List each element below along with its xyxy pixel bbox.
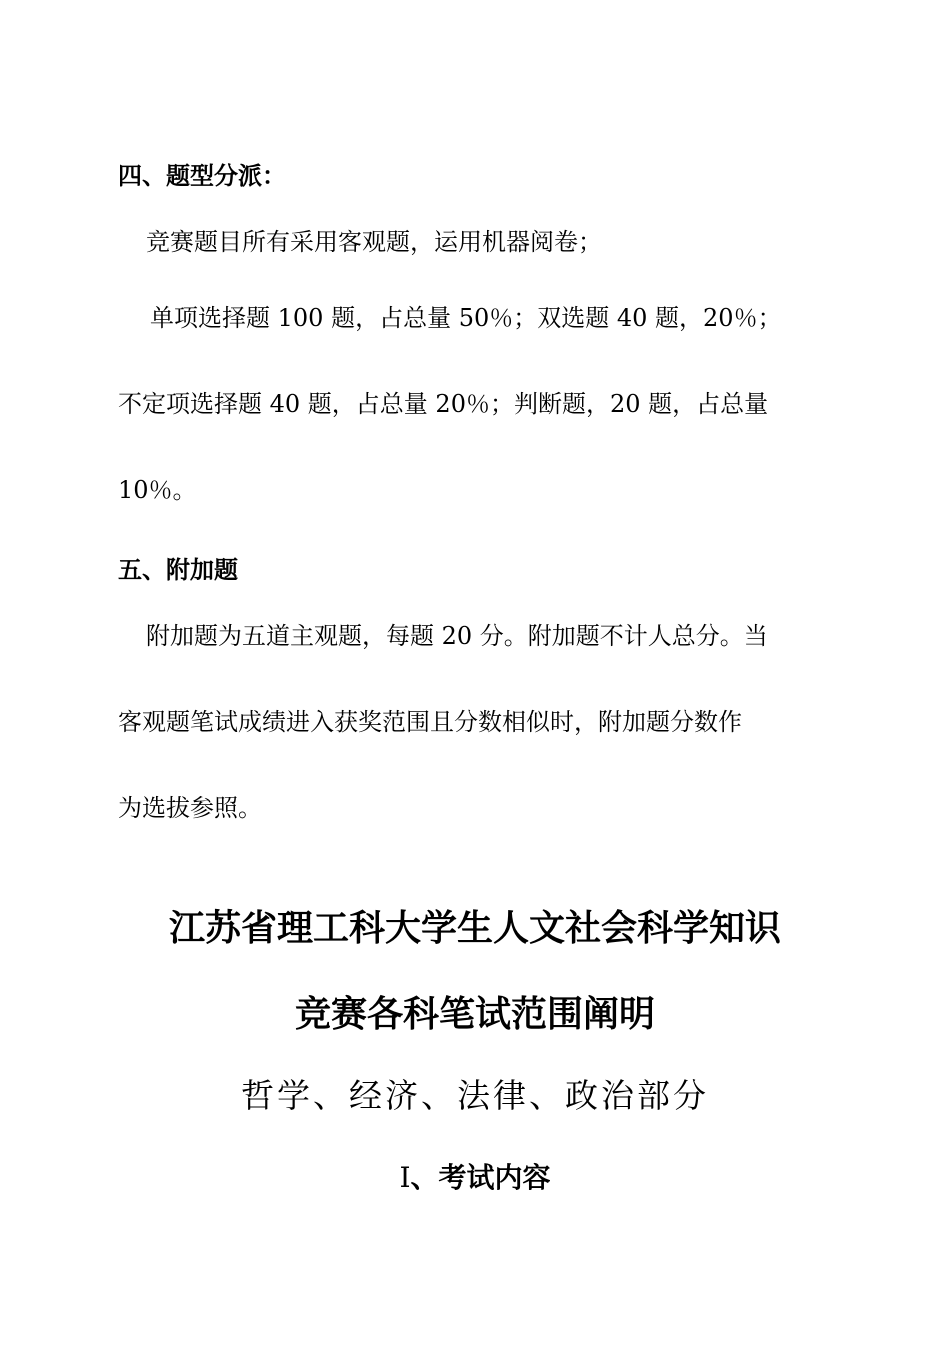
section-5-line-1: 附加题为五道主观题，每题 20 分。附加题不计人总分。当 xyxy=(146,622,768,650)
section-4-line-3: 不定项选择题 40 题，占总量 20％；判断题，20 题，占总量 xyxy=(118,390,769,418)
section-5-line-2: 客观题笔试成绩进入获奖范围且分数相似时，附加题分数作 xyxy=(118,708,742,736)
section-4-line-4: 10％。 xyxy=(118,476,197,504)
section-4-line-2: 单项选择题 100 题，占总量 50％；双选题 40 题，20％； xyxy=(150,304,782,332)
part-heading-text: 、考试内容 xyxy=(410,1161,551,1194)
section-4-heading: 四、题型分派： xyxy=(118,162,286,190)
section-5-heading: 五、附加题 xyxy=(118,556,238,584)
document-title-line-2: 竞赛各科笔试范围阐明 xyxy=(294,994,655,1035)
section-4-line-1: 竞赛题目所有采用客观题，运用机器阅卷； xyxy=(146,228,602,256)
section-5-line-3: 为选拔参照。 xyxy=(118,794,262,822)
part-heading xyxy=(0,1156,950,1196)
document-title-line-1: 江苏省理工科大学生人文社会科学知识 xyxy=(168,908,781,949)
subtitle: 哲学、经济、法律、政治部分 xyxy=(241,1076,709,1115)
part-heading-numeral: Ⅰ xyxy=(399,1161,411,1194)
